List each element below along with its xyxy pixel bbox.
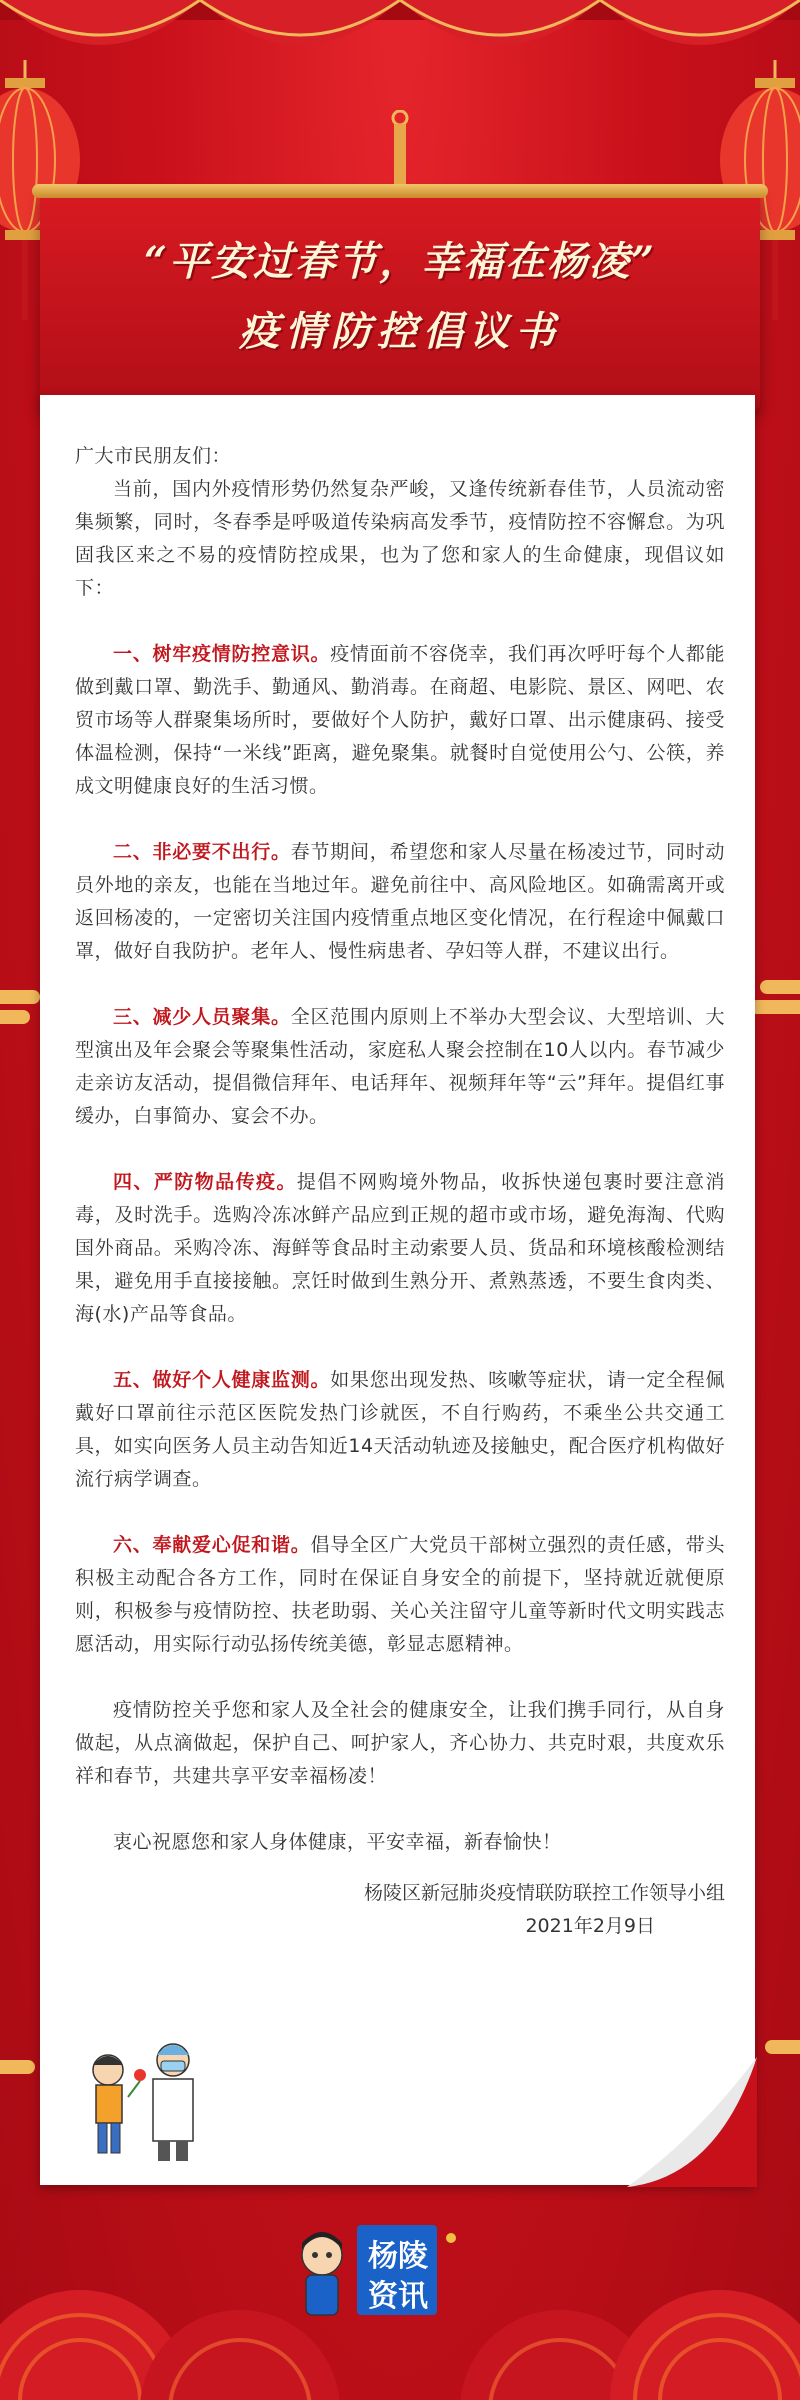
ribbon-decoration [0,990,40,1004]
doctor-illustration [68,2025,218,2165]
section-3 [75,1001,725,1133]
ribbon-decoration [0,2060,35,2074]
brand-logo [292,2225,512,2325]
section-heading: 五、做好个人健康监测。 [113,1369,331,1391]
curtain-decoration [0,0,800,90]
section-heading: 一、树牢疫情防控意识。 [113,643,331,665]
section-6 [75,1529,725,1661]
ribbon-decoration [750,1000,800,1014]
ribbon-decoration [765,2040,800,2054]
page-subtitle: 疫情防控倡议书 [239,308,561,355]
section-heading: 三、减少人员聚集。 [113,1006,291,1028]
logo-text-line1: 杨陵 [368,2239,428,2274]
signature-date: 2021年2月9日 [525,1915,655,1937]
banner-rod [32,184,768,198]
hanger-icon [390,110,410,190]
logo-text-line2: 资讯 [368,2279,428,2314]
salutation: 广大市民朋友们： [75,445,232,467]
ribbon-decoration [760,980,800,994]
section-body: 如果您出现发热、咳嗽等症状，请一定全程佩戴好口罩前往示范区医院发热门诊就医，不自行购药，不乘坐公共交通工具，如实向医务人员主动告知近14天活动轨迹及接触史，配合医疗机构做好流行病学调查。 [75,1369,725,1490]
section-body: 倡导全区广大党员干部树立强烈的责任感，带头积极主动配合各方工作，同时在保证自身安全的前提下，坚持就近就便原则，积极参与疫情防控、扶老助弱、关心关注留守儿童等新时代文明实践志愿活动，用实际行动弘扬传统美德，彰显志愿精神。 [75,1534,725,1655]
closing-paragraph: 疫情防控关乎您和家人及全社会的健康安全，让我们携手同行，从自身做起，从点滴做起，保护自己、呵护家人，齐心协力、共克时艰，共度欢乐祥和春节，共建共享平安幸福杨凌！ [75,1699,725,1787]
title-banner [40,190,760,410]
ribbon-decoration [0,1010,30,1024]
section-2 [75,836,725,968]
section-1 [75,638,725,803]
section-heading: 四、严防物品传疫。 [113,1171,297,1193]
section-heading: 六、奉献爱心促和谐。 [113,1534,311,1556]
logo-dot [446,2233,456,2243]
page-title: “平安过春节，幸福在杨凌” [143,238,656,285]
wishes: 衷心祝愿您和家人身体健康，平安幸福，新春愉快！ [113,1831,562,1853]
section-5 [75,1364,725,1496]
section-4 [75,1166,725,1331]
letter-body [75,440,725,1943]
page-curl [627,2057,757,2187]
intro-paragraph: 当前，国内外疫情形势仍然复杂严峻，又逢传统新春佳节，人员流动密集频繁，同时，冬春季是呼吸道传染病高发季节，疫情防控不容懈怠。为巩固我区来之不易的疫情防控成果，也为了您和家人的生命健康，现倡议如下： [75,478,725,599]
signature-org: 杨陵区新冠肺炎疫情联防联控工作领导小组 [363,1882,725,1904]
letter-paper [40,395,755,2185]
section-body: 疫情面前不容侥幸，我们再次呼吁每个人都能做到戴口罩、勤洗手、勤通风、勤消毒。在商超、电影院、景区、网吧、农贸市场等人群聚集场所时，要做好个人防护，戴好口罩、出示健康码、接受体温检测，保持“一米线”距离，避免聚集。就餐时自觉使用公勺、公筷，养成文明健康良好的生活习惯。 [75,643,725,797]
section-body: 提倡不网购境外物品，收拆快递包裹时要注意消毒，及时洗手。选购冷冻冰鲜产品应到正规的超市或市场，避免海淘、代购国外商品。采购冷冻、海鲜等食品时主动索要人员、货品和环境核酸检测结果，避免用手直接接触。烹饪时做到生熟分开、煮熟蒸透，不要生食肉类、海(水)产品等食品。 [75,1171,725,1325]
section-heading: 二、非必要不出行。 [113,841,291,863]
signature [75,1877,725,1943]
mascot-icon [292,2225,352,2325]
section-body: 全区范围内原则上不举办大型会议、大型培训、大型演出及年会聚会等聚集性活动，家庭私人聚会控制在10人以内。春节减少走亲访友活动，提倡微信拜年、电话拜年、视频拜年等“云”拜年。提倡红事缓办，白事简办、宴会不办。 [75,1006,725,1127]
section-body: 春节期间，希望您和家人尽量在杨凌过节，同时动员外地的亲友，也能在当地过年。避免前往中、高风险地区。如确需离开或返回杨凌的，一定密切关注国内疫情重点地区变化情况，在行程途中佩戴口罩，做好自我防护。老年人、慢性病患者、孕妇等人群，不建议出行。 [75,841,725,962]
